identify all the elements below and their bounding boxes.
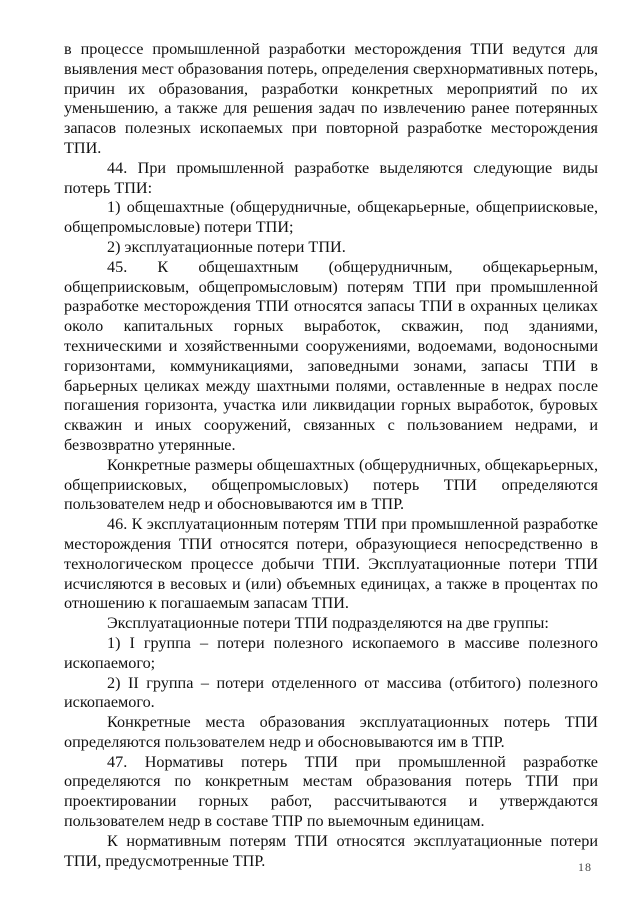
paragraph-continuation: в процессе промышленной разработки месторождения ТПИ ведутся для выявления мест образования потерь, определения сверхнормативных потерь, причин их образования, разработки конкретных мероприятий по их уменьшению, а также для решения задач по извлечению ранее потерянных запасов полезных ископаемых при повторной разработке месторождения ТПИ. [64, 40, 598, 157]
paragraph-47-note: К нормативным потерям ТПИ относятся эксплуатационные потери ТПИ, предусмотренные ТПР. [64, 831, 598, 870]
group-item-2: 2) II группа – потери отделенного от массива (отбитого) полезного ископаемого. [64, 673, 598, 712]
list-item-2: 2) эксплуатационные потери ТПИ. [107, 237, 346, 256]
paragraph-45-note: Конкретные размеры общешахтных (общерудничных, общекарьерных, общеприисковых, общепромысловых) потерь ТПИ определяются пользователем недр и обосновываются им в ТПР. [64, 455, 598, 514]
group-item-1: 1) I группа – потери полезного ископаемого в массиве полезного ископаемого; [64, 633, 598, 672]
page-number: 18 [578, 860, 592, 874]
paragraph-44: 44. При промышленной разработке выделяются следующие виды потерь ТПИ: [64, 158, 598, 197]
paragraph-47: 47. Нормативы потерь ТПИ при промышленной разработке определяются по конкретным местам образования потерь ТПИ при проектировании горных работ, рассчитываются и утверждаются пользователем недр в составе ТПР по выемочным единицам. [64, 752, 598, 831]
paragraph-46-note: Конкретные места образования эксплуатационных потерь ТПИ определяются пользователем недр и обосновываются им в ТПР. [64, 713, 598, 751]
paragraph-46: 46. К эксплуатационным потерям ТПИ при промышленной разработке месторождения ТПИ относятся потери, образующиеся непосредственно в технологическом процессе добычи ТПИ. Эксплуатационные потери ТПИ исчисляются в весовых и (или) объемных единицах, а также в процентах по отношению к погашаемым запасам ТПИ. [64, 515, 598, 613]
paragraph-45: 45. К общешахтным (общерудничным, общекарьерным, общеприисковым, общепромысловым) потерям ТПИ при промышленной разработке месторождения ТПИ относятся запасы ТПИ в охранных целиках около капитальных горных выработок, скважин, под зданиями, техническими и хозяйственными сооружениями, водоемами, водоносными горизонтами, коммуникациями, заповедными зонами, запасы ТПИ в барьерных целиках между шахтными полями, оставленные в недрах после погашения горизонта, участка или ликвидации горных выработок, буровых скважин и иных сооружений, связанных с пользованием недрами, и безвозвратно утерянные. [64, 257, 598, 454]
paragraph-46-groups: Эксплуатационные потери ТПИ подразделяются на две группы: [107, 614, 549, 633]
document-body [64, 40, 598, 871]
list-item-1: 1) общешахтные (общерудничные, общекарьерные, общеприисковые, общепромысловые) потери ТПИ; [64, 198, 598, 237]
